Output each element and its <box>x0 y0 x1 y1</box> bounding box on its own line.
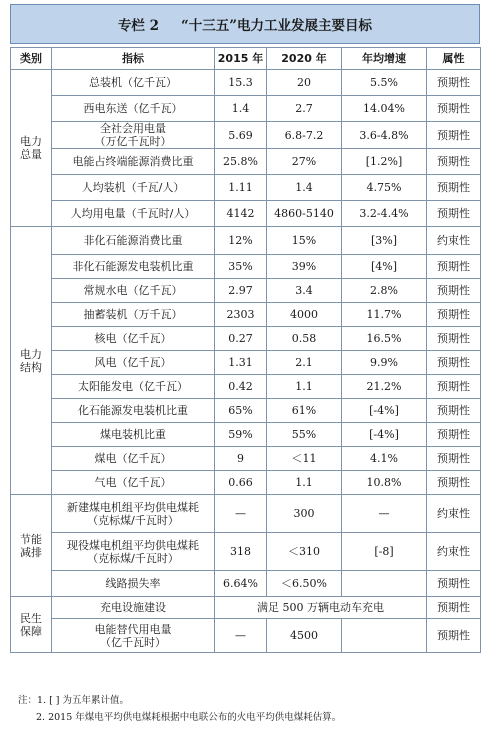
indicator-cell: 线路损失率 <box>52 571 215 597</box>
targets-table <box>10 47 481 653</box>
table-row <box>11 70 481 96</box>
value-2020-cell: 300 <box>267 495 342 533</box>
growth-rate-cell: 10.8% <box>342 471 427 495</box>
attribute-cell: 预期性 <box>427 96 481 122</box>
growth-rate-cell: 16.5% <box>342 327 427 351</box>
value-2020-cell: 4500 <box>267 619 342 653</box>
table-row <box>11 447 481 471</box>
indicator-cell: 化石能源发电装机比重 <box>52 399 215 423</box>
attribute-cell: 预期性 <box>427 447 481 471</box>
growth-rate-cell: 9.9% <box>342 351 427 375</box>
value-2015-cell: 0.27 <box>215 327 267 351</box>
indicator-cell: 气电（亿千瓦） <box>52 471 215 495</box>
indicator-cell: 全社会用电量 （万亿千瓦时） <box>52 122 215 149</box>
column-number: 专栏 2 <box>117 18 160 34</box>
indicator-cell: 非化石能源发电装机比重 <box>52 255 215 279</box>
table-row <box>11 619 481 653</box>
indicator-cell: 充电设施建设 <box>52 597 215 619</box>
table-row <box>11 399 481 423</box>
value-2015-cell: 35% <box>215 255 267 279</box>
value-2020-cell: 1.4 <box>267 175 342 201</box>
attribute-cell: 预期性 <box>427 303 481 327</box>
footnote-2: 2. 2015 年煤电平均供电煤耗根据中电联公布的火电平均供电煤耗估算。 <box>36 712 342 723</box>
value-2015-cell: — <box>215 495 267 533</box>
growth-rate-cell: 3.6-4.8% <box>342 122 427 149</box>
value-2015-cell: 0.66 <box>215 471 267 495</box>
category-cell: 节能 减排 <box>11 495 52 597</box>
indicator-cell: 非化石能源消费比重 <box>52 227 215 255</box>
value-2020-cell: 39% <box>267 255 342 279</box>
table-row <box>11 471 481 495</box>
value-2015-cell: 59% <box>215 423 267 447</box>
growth-rate-cell: [1.2%] <box>342 149 427 175</box>
attribute-cell: 预期性 <box>427 471 481 495</box>
value-2015-cell: 6.64% <box>215 571 267 597</box>
growth-rate-cell: — <box>342 495 427 533</box>
column-header: 类别 <box>11 48 52 70</box>
growth-rate-cell: 5.5% <box>342 70 427 96</box>
attribute-cell: 预期性 <box>427 619 481 653</box>
value-2015-cell: 1.31 <box>215 351 267 375</box>
value-2020-cell: 61% <box>267 399 342 423</box>
indicator-cell: 煤电装机比重 <box>52 423 215 447</box>
indicator-cell: 太阳能发电（亿千瓦） <box>52 375 215 399</box>
table-title-bar <box>10 4 480 44</box>
attribute-cell: 约束性 <box>427 533 481 571</box>
indicator-cell: 西电东送（亿千瓦） <box>52 96 215 122</box>
table-row <box>11 96 481 122</box>
value-2015-cell: 65% <box>215 399 267 423</box>
attribute-cell: 预期性 <box>427 149 481 175</box>
column-header: 年均增速 <box>342 48 427 70</box>
value-2015-cell: 1.11 <box>215 175 267 201</box>
growth-rate-cell: [3%] <box>342 227 427 255</box>
table-row <box>11 375 481 399</box>
growth-rate-cell <box>342 571 427 597</box>
attribute-cell: 预期性 <box>427 571 481 597</box>
indicator-cell: 核电（亿千瓦） <box>52 327 215 351</box>
indicator-cell: 电能占终端能源消费比重 <box>52 149 215 175</box>
growth-rate-cell: 4.75% <box>342 175 427 201</box>
table-row <box>11 279 481 303</box>
value-2015-cell: 318 <box>215 533 267 571</box>
indicator-cell: 抽蓄装机（万千瓦） <box>52 303 215 327</box>
indicator-cell: 人均装机（千瓦/人） <box>52 175 215 201</box>
value-2020-cell: 1.1 <box>267 375 342 399</box>
value-2020-cell: 20 <box>267 70 342 96</box>
column-header: 指标 <box>52 48 215 70</box>
footnote-1: 注：1. [ ] 为五年累计值。 <box>18 695 130 706</box>
value-2020-cell: ＜6.50% <box>267 571 342 597</box>
table-row <box>11 495 481 533</box>
indicator-cell: 总装机（亿千瓦） <box>52 70 215 96</box>
indicator-cell: 电能替代用电量 （亿千瓦时） <box>52 619 215 653</box>
attribute-cell: 约束性 <box>427 495 481 533</box>
column-header: 属性 <box>427 48 481 70</box>
attribute-cell: 约束性 <box>427 227 481 255</box>
table-row <box>11 423 481 447</box>
attribute-cell: 预期性 <box>427 279 481 303</box>
table-row <box>11 227 481 255</box>
footnotes <box>18 692 478 726</box>
table-title: “十三五”电力工业发展主要目标 <box>181 18 373 34</box>
value-2020-cell: 6.8-7.2 <box>267 122 342 149</box>
value-2015-cell: 4142 <box>215 201 267 227</box>
growth-rate-cell: [-4%] <box>342 423 427 447</box>
merged-target-cell: 满足 500 万辆电动车充电 <box>215 597 427 619</box>
growth-rate-cell: 14.04% <box>342 96 427 122</box>
value-2020-cell: 2.7 <box>267 96 342 122</box>
table-row <box>11 351 481 375</box>
table-row <box>11 201 481 227</box>
growth-rate-cell: 21.2% <box>342 375 427 399</box>
table-row <box>11 303 481 327</box>
attribute-cell: 预期性 <box>427 201 481 227</box>
indicator-cell: 新建煤电机组平均供电煤耗 （克标煤/千瓦时） <box>52 495 215 533</box>
value-2015-cell: — <box>215 619 267 653</box>
table-row <box>11 149 481 175</box>
value-2015-cell: 9 <box>215 447 267 471</box>
growth-rate-cell: 11.7% <box>342 303 427 327</box>
table-row <box>11 533 481 571</box>
value-2020-cell: 0.58 <box>267 327 342 351</box>
table-row <box>11 255 481 279</box>
table-body <box>11 48 481 653</box>
value-2015-cell: 25.8% <box>215 149 267 175</box>
growth-rate-cell: 4.1% <box>342 447 427 471</box>
value-2020-cell: 1.1 <box>267 471 342 495</box>
growth-rate-cell <box>342 619 427 653</box>
attribute-cell: 预期性 <box>427 423 481 447</box>
column-header: 2015 年 <box>215 48 267 70</box>
attribute-cell: 预期性 <box>427 351 481 375</box>
value-2015-cell: 2.97 <box>215 279 267 303</box>
indicator-cell: 现役煤电机组平均供电煤耗 （克标煤/千瓦时） <box>52 533 215 571</box>
attribute-cell: 预期性 <box>427 175 481 201</box>
value-2015-cell: 1.4 <box>215 96 267 122</box>
attribute-cell: 预期性 <box>427 597 481 619</box>
value-2020-cell: 3.4 <box>267 279 342 303</box>
indicator-cell: 常规水电（亿千瓦） <box>52 279 215 303</box>
value-2020-cell: 4000 <box>267 303 342 327</box>
table-row <box>11 597 481 619</box>
attribute-cell: 预期性 <box>427 70 481 96</box>
indicator-cell: 风电（亿千瓦） <box>52 351 215 375</box>
value-2020-cell: 2.1 <box>267 351 342 375</box>
category-cell: 电力 结构 <box>11 227 52 495</box>
table-row <box>11 175 481 201</box>
growth-rate-cell: [4%] <box>342 255 427 279</box>
category-cell: 民生 保障 <box>11 597 52 653</box>
growth-rate-cell: 3.2-4.4% <box>342 201 427 227</box>
value-2020-cell: 27% <box>267 149 342 175</box>
growth-rate-cell: [-4%] <box>342 399 427 423</box>
value-2020-cell: 15% <box>267 227 342 255</box>
header-row <box>11 48 481 70</box>
attribute-cell: 预期性 <box>427 327 481 351</box>
attribute-cell: 预期性 <box>427 399 481 423</box>
indicator-cell: 煤电（亿千瓦） <box>52 447 215 471</box>
category-cell: 电力 总量 <box>11 70 52 227</box>
attribute-cell: 预期性 <box>427 122 481 149</box>
table-row <box>11 327 481 351</box>
table-row <box>11 571 481 597</box>
value-2015-cell: 15.3 <box>215 70 267 96</box>
value-2015-cell: 2303 <box>215 303 267 327</box>
indicator-cell: 人均用电量（千瓦时/人） <box>52 201 215 227</box>
attribute-cell: 预期性 <box>427 375 481 399</box>
value-2020-cell: 55% <box>267 423 342 447</box>
value-2020-cell: 4860-5140 <box>267 201 342 227</box>
attribute-cell: 预期性 <box>427 255 481 279</box>
value-2015-cell: 12% <box>215 227 267 255</box>
value-2020-cell: ＜11 <box>267 447 342 471</box>
value-2015-cell: 0.42 <box>215 375 267 399</box>
growth-rate-cell: [-8] <box>342 533 427 571</box>
column-header: 2020 年 <box>267 48 342 70</box>
value-2015-cell: 5.69 <box>215 122 267 149</box>
growth-rate-cell: 2.8% <box>342 279 427 303</box>
value-2020-cell: ＜310 <box>267 533 342 571</box>
table-row <box>11 122 481 149</box>
